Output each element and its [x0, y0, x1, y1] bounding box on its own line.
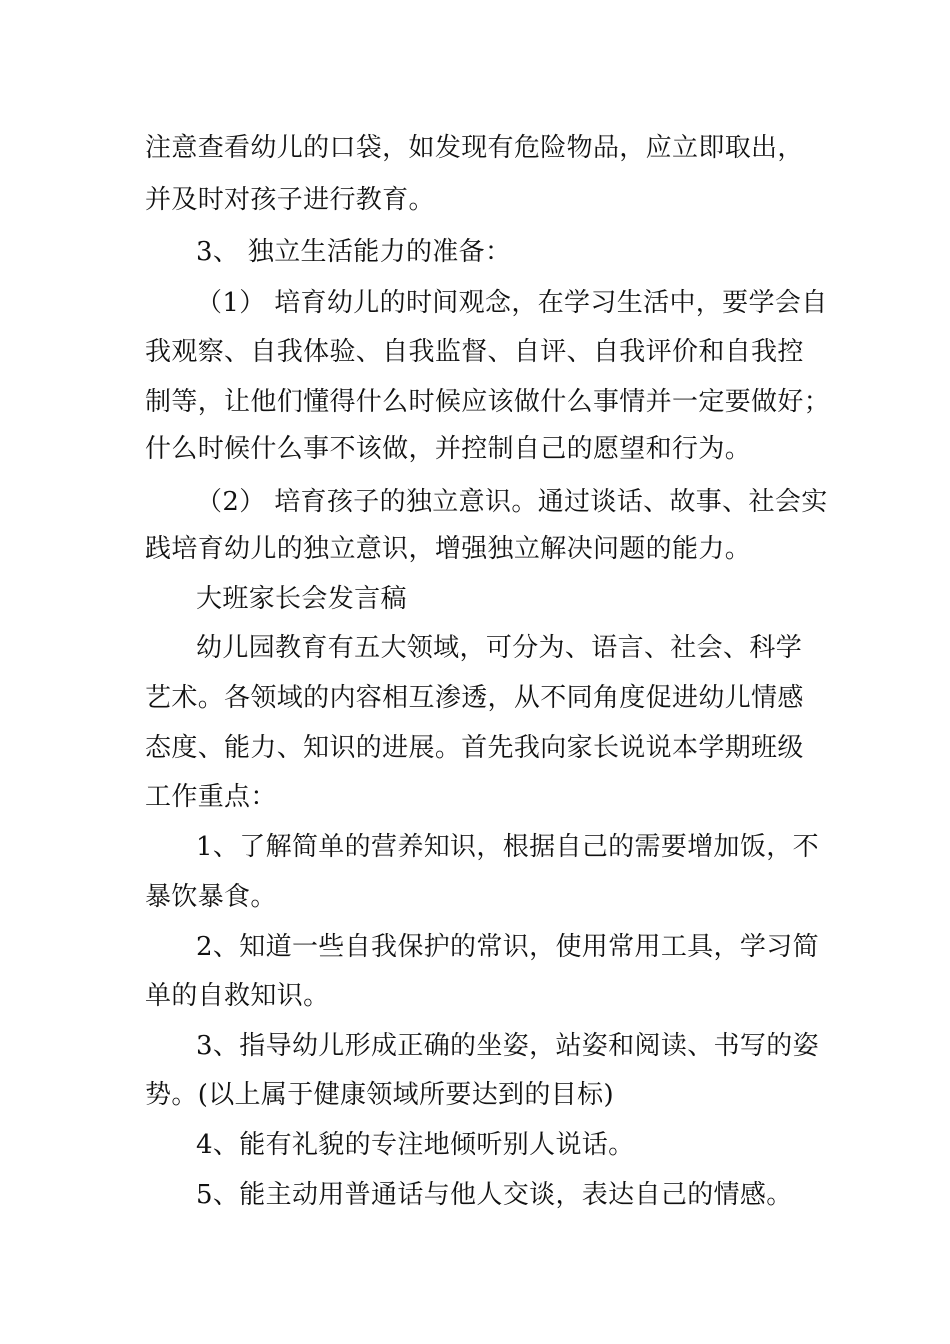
- text-line: 幼儿园教育有五大领域，可分为、语言、社会、科学: [196, 633, 803, 663]
- text-line: 暴饮暴食。: [145, 882, 277, 912]
- list-item: 1、了解简单的营养知识，根据自己的需要增加饭，不: [196, 832, 819, 862]
- text-line: 艺术。各领域的内容相互渗透，从不同角度促进幼儿情感: [145, 683, 804, 713]
- text-line: 并及时对孩子进行教育。: [145, 185, 435, 215]
- document-title: 大班家长会发言稿: [196, 584, 407, 614]
- text-line: 势。(以上属于健康领域所要达到的目标): [145, 1080, 614, 1110]
- text-line: 注意查看幼儿的口袋，如发现有危险物品，应立即取出，: [145, 133, 804, 163]
- text-line: （2） 培育孩子的独立意识。通过谈话、故事、社会实: [196, 487, 828, 517]
- text-line: 践培育幼儿的独立意识，增强独立解决问题的能力。: [145, 534, 752, 564]
- section-heading: 3、 独立生活能力的准备：: [196, 237, 512, 267]
- list-item: 5、能主动用普通话与他人交谈，表达自己的情感。: [196, 1180, 793, 1210]
- text-line: 单的自救知识。: [145, 981, 330, 1011]
- text-line: 制等，让他们懂得什么时候应该做什么事情并一定要做好；: [145, 387, 831, 417]
- list-item: 4、能有礼貌的专注地倾听别人说话。: [196, 1130, 635, 1160]
- text-line: 态度、能力、知识的进展。首先我向家长说说本学期班级: [145, 733, 804, 763]
- list-item: 2、知道一些自我保护的常识，使用常用工具，学习简: [196, 932, 819, 962]
- text-line: 工作重点：: [145, 782, 277, 812]
- text-line: 什么时候什么事不该做，并控制自己的愿望和行为。: [145, 434, 752, 464]
- text-line: （1） 培育幼儿的时间观念，在学习生活中，要学会自: [196, 288, 828, 318]
- list-item: 3、指导幼儿形成正确的坐姿，站姿和阅读、书写的姿: [196, 1031, 819, 1061]
- text-line: 我观察、自我体验、自我监督、自评、自我评价和自我控: [145, 337, 804, 367]
